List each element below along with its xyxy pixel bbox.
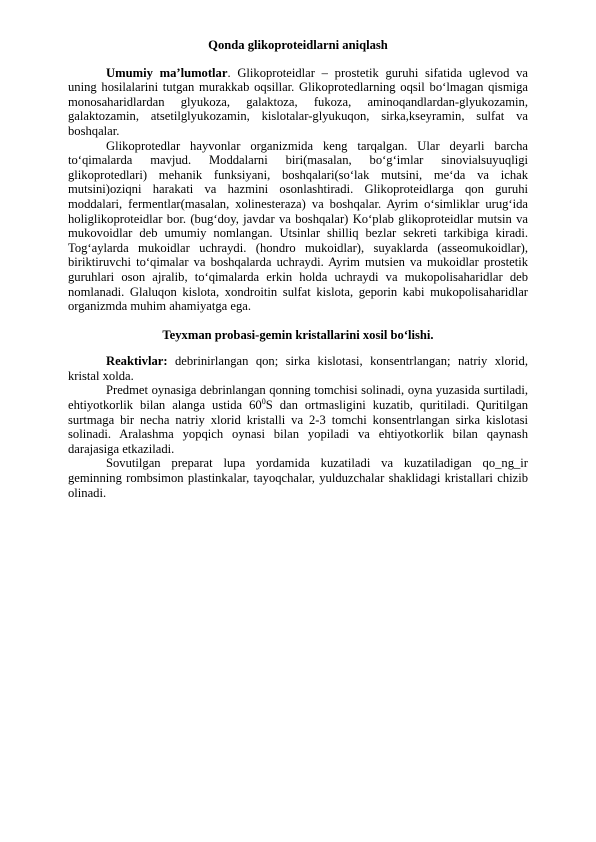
reagents-lead: Reaktivlar: <box>106 354 168 369</box>
description-paragraph: Glikoprotedlar hayvonlar organizmida keng tarqalgan. Ular deyarli barcha to‘qimalarda mavjud. Moddalarni biri(masalan, bo‘g‘imlar sinovialsuyuqligi glikoprotedlari) mehanik funksiyani, boshqalari(so‘lak mutsini, me‘da va ichak mutsini)oziqni harakati va hazmini osonlashtiradi. Glikoproteidlarga qon guruhi moddalari, fermentlar(masalan, xolinesteraza) va boshqalar. Ayrim o‘simliklar urug‘ida holiglikoproteidlar bor. (bug‘doy, javdar va boshqalar) Ko‘plab glikoproteidlar mutsin va mukovoidlar deb umumiy nomlangan. Utsinlar shilliq bezlar sekreti tarkibiga kiradi. Tog‘aylarda mukoidlar uchraydi. (hondro mukoidlar), suyaklarda (asseomukoidlar), biriktiruvchi to‘qimalar va boshqalarda uchraydi. Ayrim mutsien va mukoidlar prostetik guruhlari oson ajralib, to‘qimalarda erkin holda uchraydi va mukopolisaharidlar deb nomlanadi. Glaluqon kislota, xondroitin sulfat kislota, geporin kabi mukopolisaharidlar organizmda muhim ahamiyatga ega. <box>68 138 528 314</box>
reagents-text: debrinirlangan qon; sirka kislotasi, konsentrlangan; natriy xlorid, kristal xolda. <box>68 354 528 383</box>
section-subtitle: Teyxman probasi-gemin kristallarini xosil bo‘lishi. <box>162 327 434 342</box>
reagents-paragraph <box>68 354 528 383</box>
conclusion-paragraph: Sovutilgan preparat lupa yordamida kuzatiladi va kuzatiladigan qo_ng_ir geminning rombsimon plastinkalar, tayoqchalar, yulduzchalar shaklidagi kristallari chizib olinadi. <box>68 456 528 500</box>
procedure-text-1: Predmet oynasiga debrinlangan qonning tomchisi solinadi, oyna yuzasida surtiladi, ehtiyotkorlik bilan alanga ustida 60 <box>68 383 528 413</box>
page-title: Qonda glikoproteidlarni aniqlash <box>208 38 388 52</box>
intro-paragraph <box>68 66 528 139</box>
procedure-text-2: S dan ortmasligini kuzatib, quritiladi. Quritilgan surtmaga bir necha natriy xlorid kristalli va 2-3 tomchi konsentrlangan sirka kislotasi solinadi. Aralashma yopqich oynasi bilan yopiladi va ehtiyotkorlik bilan qaynash darajasiga etkaziladi. <box>68 398 528 456</box>
degree-superscript: 0 <box>261 396 266 406</box>
document-page <box>68 38 528 500</box>
intro-text: . Glikoproteidlar – prostetik guruhi sifatida uglevod va uning hosilalarini tutgan murakkab oqsillar. Glikoprotedlarning oqsil bo‘lmagan qismiga monosaharidlardan glyukoza, galaktoza, fukoza, aminoqandlardan-glyukozamin, galaktozamin, atsetilglyukozamin, kislotalar-glyukuqon, sirka,kseyramin, sulfat va boshqalar. <box>68 65 528 138</box>
procedure-paragraph <box>68 383 528 456</box>
intro-lead: Umumiy ma’lumotlar <box>106 65 228 80</box>
